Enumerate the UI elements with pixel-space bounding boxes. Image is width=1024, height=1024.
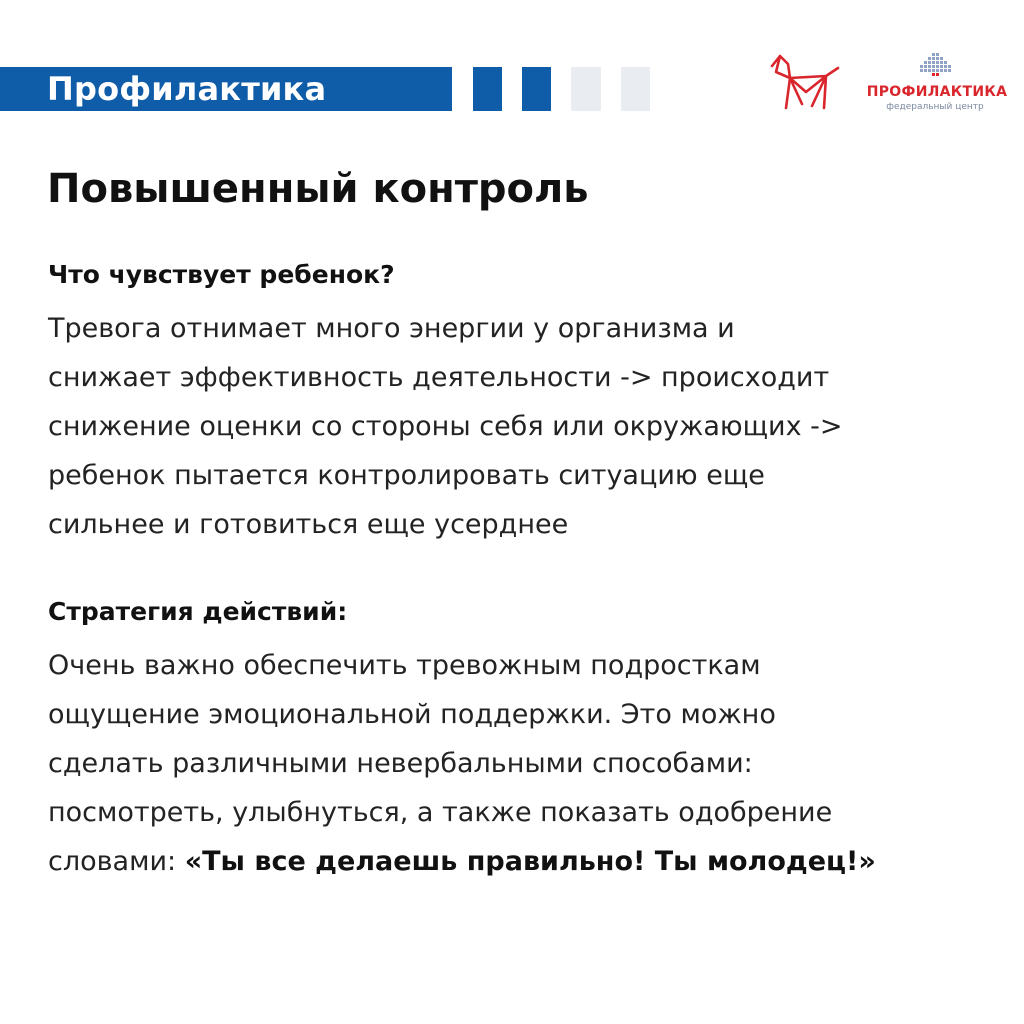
body-line: Тревога отнимает много энергии у организма и — [48, 313, 735, 344]
last-line-prefix: словами: — [48, 846, 185, 877]
header-square-dark-1 — [473, 67, 502, 111]
body-line: ребенок пытается контролировать ситуацию еще — [48, 460, 765, 491]
body-line: снижение оценки со стороны себя или окружающих -> — [48, 411, 843, 442]
body-line: сильнее и готовиться еще усерднее — [48, 509, 569, 540]
header-square-light-2 — [621, 67, 650, 111]
body-line: ощущение эмоциональной поддержки. Это можно — [48, 699, 776, 730]
body-line: посмотреть, улыбнуться, а также показать одобрение — [48, 797, 833, 828]
logo-subtitle: федеральный центр — [886, 102, 984, 112]
page-title: Повышенный контроль — [47, 166, 589, 212]
section-heading-strategy: Стратегия действий: — [48, 597, 348, 626]
body-line-last — [48, 837, 1008, 886]
section-heading-feelings: Что чувствует ребенок? — [48, 260, 395, 289]
header-title: Профилактика — [47, 70, 327, 108]
horse-logo-icon — [766, 52, 842, 114]
header-square-light-1 — [571, 67, 601, 111]
dot-grid-logo-icon — [918, 53, 952, 77]
logo-name: ПРОФИЛАКТИКА — [866, 84, 1008, 100]
body-line: сделать различными невербальными способами: — [48, 748, 753, 779]
emphasis-quote: «Ты все делаешь правильно! Ты молодец!» — [184, 846, 876, 877]
header-square-dark-2 — [522, 67, 551, 111]
body-line: снижает эффективность деятельности -> происходит — [48, 362, 830, 393]
section-body-feelings — [48, 304, 1008, 549]
body-line: Очень важно обеспечить тревожным подросткам — [48, 650, 761, 681]
section-body-strategy — [48, 641, 1008, 886]
